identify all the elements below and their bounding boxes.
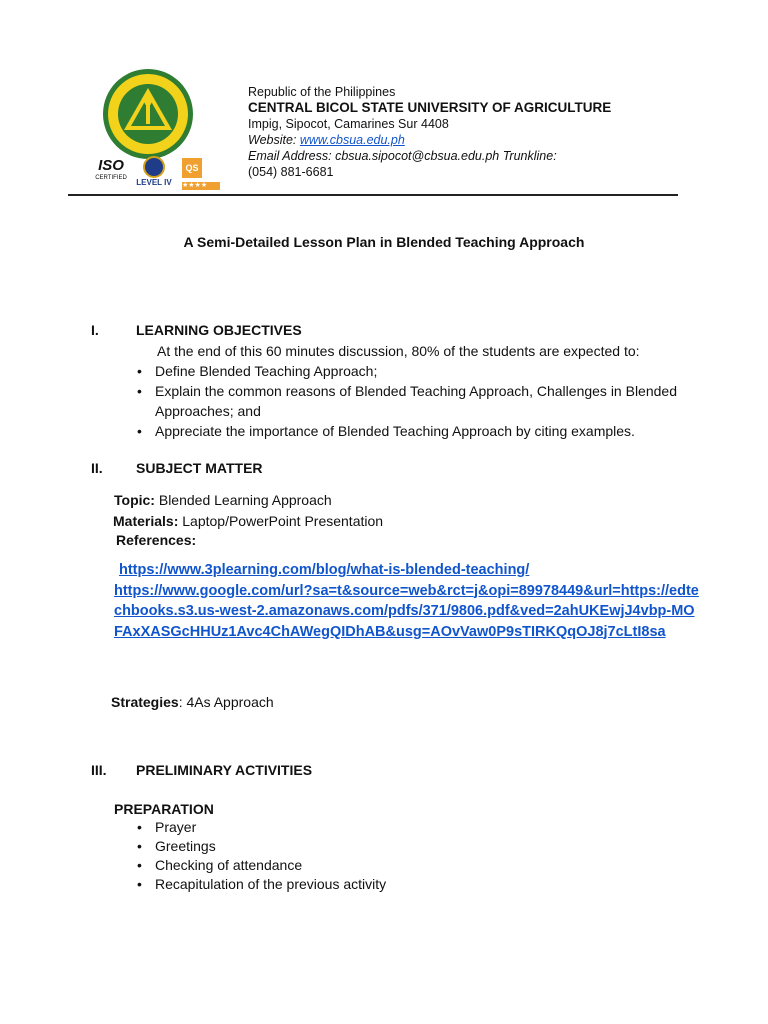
references-label: References: (116, 532, 197, 548)
phone: (054) 881-6681 (248, 165, 334, 179)
preparation-heading: PREPARATION (114, 801, 214, 817)
section-2-heading: SUBJECT MATTER (136, 460, 263, 476)
certification-badges (90, 156, 230, 194)
list-item: • Appreciate the importance of Blended Teaching Approach by citing examples. (133, 421, 693, 441)
qs-stars-badge: QS ★★★★ (182, 158, 222, 192)
section-3-heading: PRELIMINARY ACTIVITIES (136, 762, 313, 778)
list-item: • Define Blended Teaching Approach; (133, 361, 693, 381)
iso-badge: ISO CERTIFIED (95, 157, 127, 181)
section-1-heading: LEARNING OBJECTIVES (136, 322, 302, 338)
level-iv-badge: LEVEL IV (134, 156, 174, 192)
list-item: • Greetings (133, 837, 633, 856)
topic-line: Topic: Blended Learning Approach (114, 492, 332, 508)
list-item: • Explain the common reasons of Blended Teaching Approach, Challenges in Blended Approaches; and (133, 381, 693, 421)
objectives-intro: At the end of this 60 minutes discussion, 80% of the students are expected to: (157, 343, 640, 359)
university-name: CENTRAL BICOL STATE UNIVERSITY OF AGRICULTURE (248, 100, 612, 115)
list-item: • Recapitulation of the previous activity (133, 875, 633, 894)
materials-line: Materials: Laptop/PowerPoint Presentation (113, 513, 384, 529)
section-2-number: II. (91, 460, 103, 476)
preparation-list (133, 818, 633, 894)
references-list (114, 560, 699, 642)
reference-link[interactable]: https://www.3plearning.com/blog/what-is-blended-teaching/ (119, 562, 530, 578)
university-seal-logo (102, 68, 194, 160)
reference-link[interactable]: https://www.google.com/url?sa=t&source=web&rct=j&opi=89978449&url=https://edtechbooks.s3.us-west-2.amazonaws.com/pdfs/371/9806.pdf&ved=2ahUKEwjJ4vbp-MOFAxXASGcHHUz1Avc4ChAWegQIDhAB&usg=AOvVaw0P9sTIRKQqOJ8j7cLtI8sa (114, 582, 699, 640)
list-item: • Checking of attendance (133, 856, 633, 875)
address: Impig, Sipocot, Camarines Sur 4408 (248, 117, 449, 131)
section-3-number: III. (91, 762, 107, 778)
section-1-number: I. (91, 322, 99, 338)
document-title: A Semi-Detailed Lesson Plan in Blended Teaching Approach (183, 234, 585, 250)
strategies-line: Strategies: 4As Approach (111, 694, 274, 710)
country-name: Republic of the Philippines (248, 85, 396, 99)
letterhead (248, 84, 611, 180)
header-divider (68, 194, 678, 196)
website-link[interactable]: www.cbsua.edu.ph (299, 133, 405, 147)
email-line: Email Address: cbsua.sipocot@cbsua.edu.ph Trunkline: (248, 149, 557, 163)
objectives-list (133, 361, 693, 441)
list-item: • Prayer (133, 818, 633, 837)
website-line: Website: www.cbsua.edu.ph (248, 133, 405, 147)
